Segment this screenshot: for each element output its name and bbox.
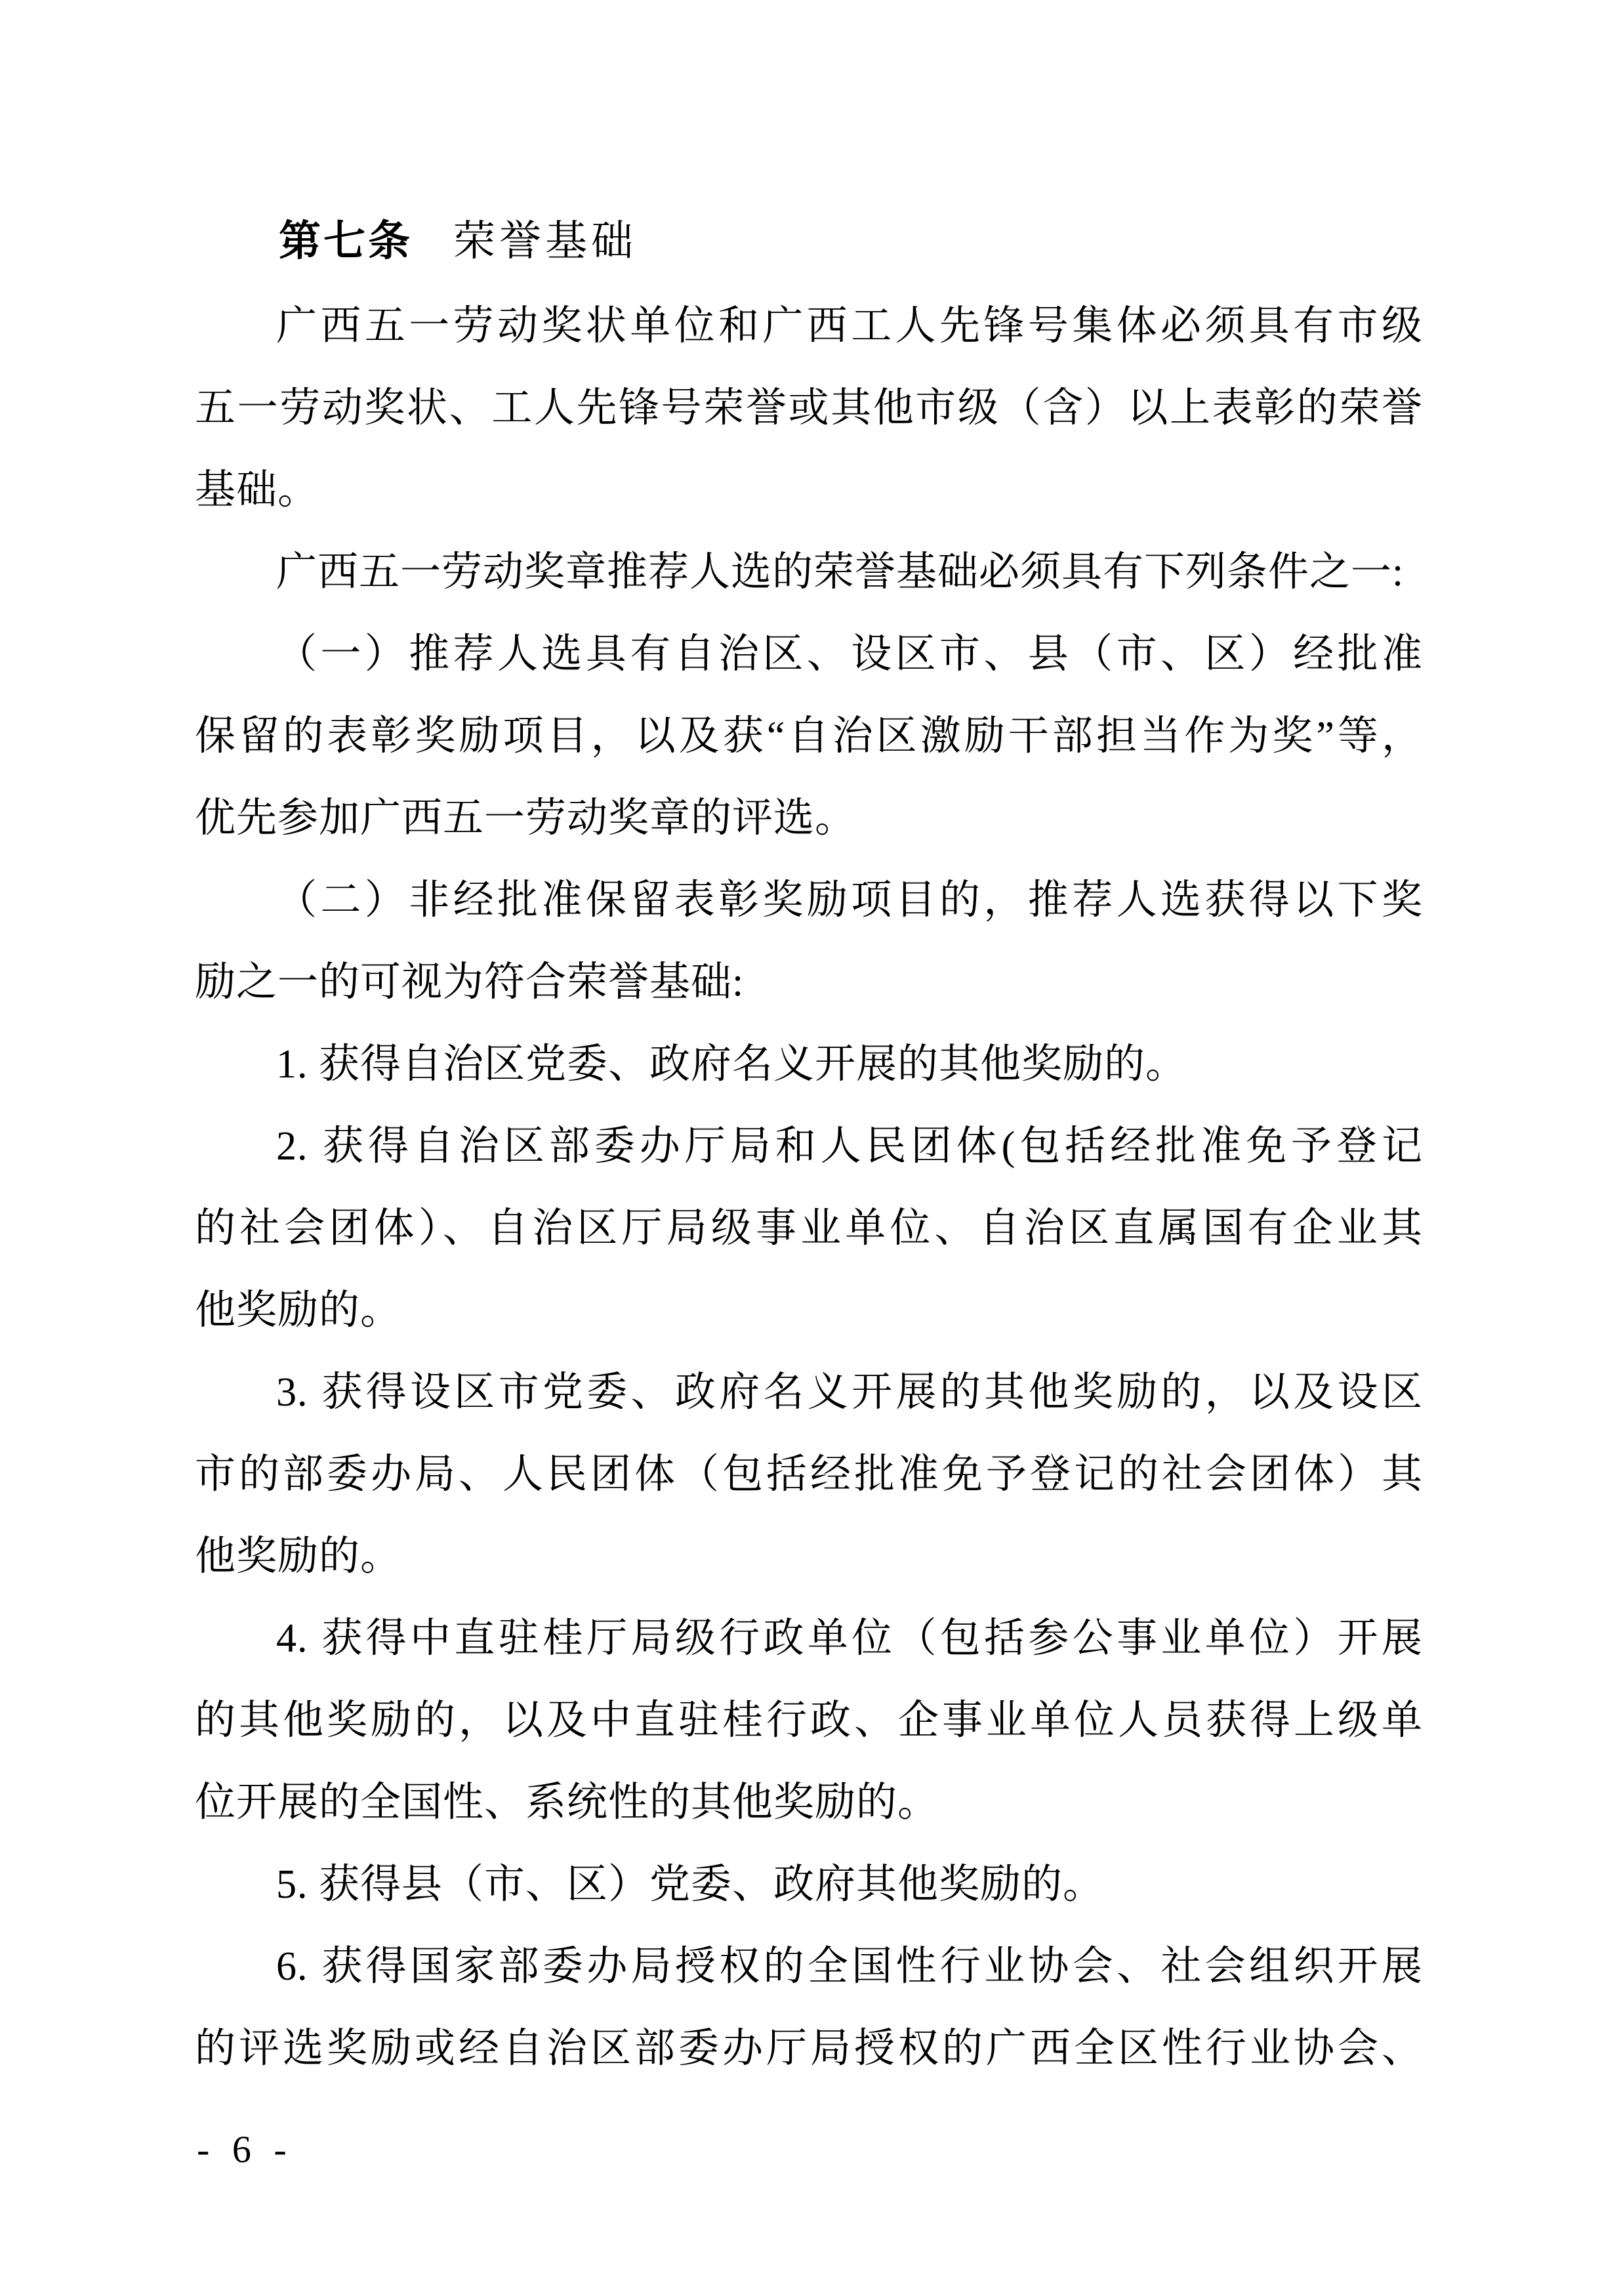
text-line: 励之一的可视为符合荣誉基础: bbox=[195, 960, 745, 1005]
text-line: 2. 获得自治区部委办厅局和人民团体(包括经批准免予登记 bbox=[276, 1124, 1423, 1169]
text-line: 的其他奖励的，以及中直驻桂行政、企事业单位人员获得上级单 bbox=[195, 1698, 1423, 1743]
text-line: （二）非经批准保留表彰奖励项目的，推荐人选获得以下奖 bbox=[276, 878, 1423, 923]
text-line: 基础。 bbox=[195, 468, 319, 512]
article-title: 荣誉基础 bbox=[453, 218, 637, 264]
text-line: 5. 获得县（市、区）党委、政府其他奖励的。 bbox=[276, 1862, 1105, 1907]
text-line: 广西五一劳动奖状单位和广西工人先锋号集体必须具有市级 bbox=[276, 304, 1423, 348]
text-line: 市的部委办局、人民团体（包括经批准免予登记的社会团体）其 bbox=[195, 1452, 1423, 1497]
page-number: - 6 - bbox=[197, 2128, 293, 2171]
text-line: 广西五一劳动奖章推荐人选的荣誉基础必须具有下列条件之一: bbox=[276, 550, 1405, 595]
text-line: 6. 获得国家部委办局授权的全国性行业协会、社会组织开展 bbox=[276, 1944, 1423, 1989]
text-line: 位开展的全国性、系统性的其他奖励的。 bbox=[195, 1780, 939, 1825]
text-line: 他奖励的。 bbox=[195, 1288, 402, 1333]
article-heading bbox=[195, 197, 1423, 285]
article-number: 第七条 bbox=[279, 217, 413, 264]
text-line: 的评选奖励或经自治区部委办厅局授权的广西全区性行业协会、 bbox=[195, 2026, 1423, 2071]
text-line: 4. 获得中直驻桂厅局级行政单位（包括参公事业单位）开展 bbox=[276, 1616, 1423, 1661]
document-body bbox=[195, 197, 1423, 2090]
text-line: 的社会团体）、自治区厅局级事业单位、自治区直属国有企业其 bbox=[195, 1206, 1423, 1251]
text-line: 他奖励的。 bbox=[195, 1534, 402, 1579]
text-line: 3. 获得设区市党委、政府名义开展的其他奖励的，以及设区 bbox=[276, 1370, 1423, 1415]
text-line: （一）推荐人选具有自治区、设区市、县（市、区）经批准 bbox=[276, 632, 1423, 677]
text-line: 1. 获得自治区党委、政府名义开展的其他奖励的。 bbox=[276, 1042, 1187, 1087]
text-line: 保留的表彰奖励项目，以及获“自治区激励干部担当作为奖”等， bbox=[195, 714, 1423, 759]
text-line: 五一劳动奖状、工人先锋号荣誉或其他市级（含）以上表彰的荣誉 bbox=[195, 386, 1423, 430]
text-line: 优先参加广西五一劳动奖章的评选。 bbox=[195, 796, 857, 841]
